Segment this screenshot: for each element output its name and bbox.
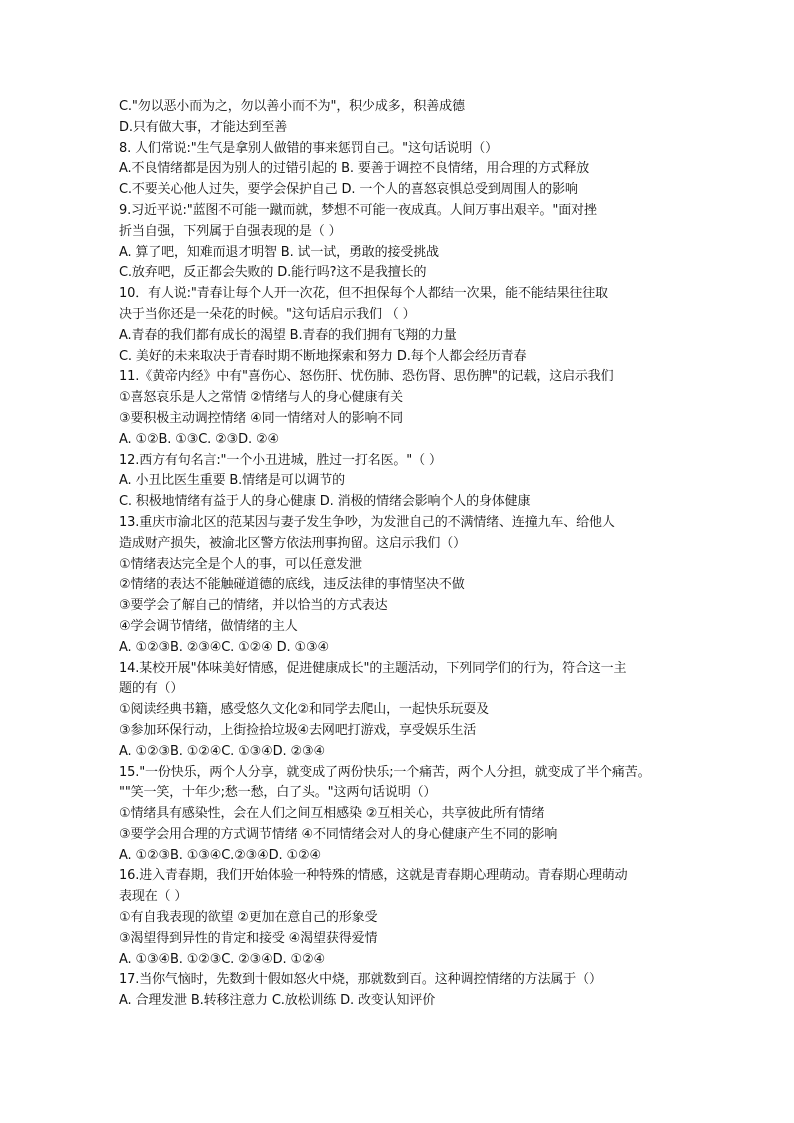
text-line: 13.重庆市渝北区的范某因与妻子发生争吵，为发泄自己的不满情绪、连撞九车、给他人: [119, 514, 615, 530]
text-line: 12.西方有句名言:"一个小丑进城，胜过一打名医。"（ ）: [119, 452, 442, 468]
text-line: 题的有（）: [119, 681, 184, 697]
text-line: ""笑一笑，十年少;愁一愁，白了头。"这两句话说明（）: [119, 785, 437, 801]
text-line: ③要学会用合理的方式调节情绪 ④不同情绪会对人的身心健康产生不同的影响: [119, 826, 558, 842]
text-line: A. ①②③B. ①②④C. ①③④D. ②③④: [119, 743, 325, 759]
text-line: ③参加环保行动，上街捡拾垃圾④去网吧打游戏，享受娱乐生活: [119, 722, 477, 738]
text-line: ①阅读经典书籍，感受悠久文化②和同学去爬山，一起快乐玩耍及: [119, 702, 489, 718]
text-line: 折当自强，下列属于自强表现的是（ ）: [119, 223, 342, 239]
text-line: C. 美好的未来取决于青春时期不断地探索和努力 D.每个人都会经历青春: [119, 348, 527, 364]
text-line: ③渴望得到异性的肯定和接受 ④渴望获得爱情: [119, 930, 378, 946]
text-line: C."勿以恶小而为之，勿以善小而不为"，积少成多，积善成德: [119, 99, 465, 114]
text-line: ①喜怒哀乐是人之常情 ②情绪与人的身心健康有关: [119, 390, 403, 406]
text-line: 9.习近平说:"蓝图不可能一蹴而就，梦想不可能一夜成真。人间万事出艰辛。"面对挫: [119, 202, 597, 218]
text-line: 14.某校开展"体味美好情感，促进健康成长"的主题活动，下列同学们的行为，符合这一主: [119, 660, 627, 676]
text-line: A. ①②③B. ①③④C.②③④D. ①②④: [119, 847, 321, 863]
text-line: D.只有做大事，才能达到至善: [119, 119, 288, 135]
question-text-block: [119, 97, 699, 1012]
text-line: A. ①②B. ①③C. ②③D. ②④: [119, 431, 279, 447]
text-line: ③要积极主动调控情绪 ④同一情绪对人的影响不同: [119, 410, 403, 426]
text-line: ①有自我表现的欲望 ②更加在意自己的形象受: [119, 910, 378, 926]
text-line: C.不要关心他人过失，要学会保护自己 D. 一个人的喜怒哀惧总受到周围人的影响: [119, 182, 578, 198]
text-line: A. ①③④B. ①②③C. ②③④D. ①②④: [119, 951, 325, 967]
text-line: 8. 人们常说:"生气是拿别人做错的事来惩罚自己。"这句话说明（）: [119, 140, 498, 156]
text-line: C.放弃吧，反正都会失败的 D.能行吗?这不是我擅长的: [119, 265, 427, 281]
text-line: 15."一份快乐，两个人分享，就变成了两份快乐;一个痛苦，两个人分担，就变成了半个痛苦。: [119, 764, 651, 780]
text-line: A. 算了吧，知难而退才明智 B. 试一试，勇敢的接受挑战: [119, 244, 439, 260]
text-line: ③要学会了解自己的情绪，并以恰当的方式表达: [119, 598, 388, 614]
text-line: A. ①②③B. ②③④C. ①②④ D. ①③④: [119, 639, 329, 655]
text-line: A. 合理发泄 B.转移注意力 C.放松训练 D. 改变认知评价: [119, 993, 436, 1009]
text-line: ①情绪具有感染性，会在人们之间互相感染 ②互相关心，共享彼此所有情绪: [119, 806, 545, 822]
text-line: 16.进入青春期，我们开始体验一种特殊的情感，这就是青春期心理萌动。青春期心理萌动: [119, 868, 628, 884]
text-line: 决于当你还是一朵花的时候。"这句话启示我们 （ ）: [119, 306, 416, 322]
text-line: 11.《黄帝内经》中有"喜伤心、怒伤肝、忧伤肺、恐伤肾、思伤脾"的记载，这启示我们: [119, 369, 614, 385]
text-line: A. 小丑比医生重要 B.情绪是可以调节的: [119, 473, 345, 489]
text-line: 10．有人说:"青春让每个人开一次花，但不担保每个人都结一次果，能不能结果往往取: [119, 286, 608, 302]
text-line: A.青春的我们都有成长的渴望 B.青春的我们拥有飞翔的力量: [119, 327, 457, 343]
text-line: ①情绪表达完全是个人的事，可以任意发泄: [119, 556, 362, 572]
text-line: 造成财产损失，被渝北区警方依法刑事拘留。这启示我们（）: [119, 535, 466, 551]
text-line: 17.当你气恼时，先数到十假如怒火中烧，那就数到百。这种调控情绪的方法属于（）: [119, 972, 602, 988]
text-line: ②情绪的表达不能触碰道德的底线，违反法律的事情坚决不做: [119, 577, 465, 593]
text-line: A.不良情绪都是因为别人的过错引起的 B. 要善于调控不良情绪，用合理的方式释放: [119, 161, 590, 177]
text-line: 表现在（ ）: [119, 889, 188, 905]
text-line: C. 积极地情绪有益于人的身心健康 D. 消极的情绪会影响个人的身体健康: [119, 494, 531, 510]
text-line: ④学会调节情绪，做情绪的主人: [119, 618, 298, 634]
